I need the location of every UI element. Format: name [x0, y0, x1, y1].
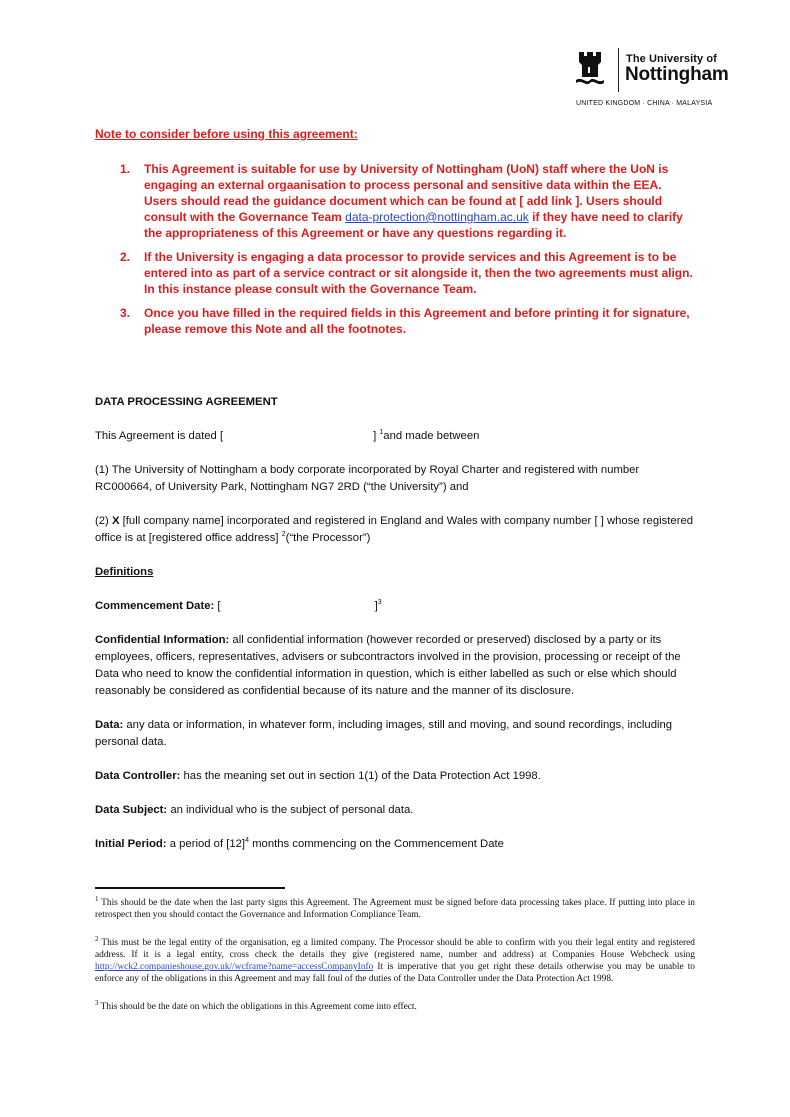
- note-title: Note to consider before using this agreement:: [95, 127, 358, 141]
- definitions-heading: Definitions: [95, 566, 154, 578]
- logo-tagline: UNITED KINGDOM · CHINA · MALAYSIA: [576, 100, 713, 107]
- note-item: 2. If the University is engaging a data processor to provide services and this Agreement is to be entered into as part of a service contract or sit alongside it, then the two agreements must align. In this instance please consult with the Governance Team.: [120, 250, 693, 296]
- castle-crest-icon: [576, 50, 604, 86]
- note-item: 1. This Agreement is suitable for use by University of Nottingham (UoN) staff where the UoN is engaging an external orgaanisation to process personal and sensitive data within the EEA. Users should read the guidance document which can be found at [ add link ]. Users should consult with the Governance Team data-protection@nottingham.ac.uk if they have need to clarify the appropriateness of this Agreement or have any questions regarding it.: [120, 162, 683, 240]
- note-item: 3. Once you have filled in the required fields in this Agreement and before printing it for signature, please remove this Note and all the footnotes.: [120, 306, 690, 336]
- definition-data: Data: any data or information, in whatever form, including images, still and moving, and sound recordings, including personal data.: [95, 719, 673, 748]
- footnote-ref[interactable]: 3: [377, 599, 382, 607]
- logo-line2: Nottingham: [625, 64, 729, 85]
- footnote-1: $^1$ This should be the date when the last party signs this Agreement. The Agreement must be signed before data processing takes place. If putting into place in retrospect then you should contact the Governance and Information Compliance Team.: [95, 894, 695, 920]
- footnotes: [95, 894, 695, 1029]
- party-1: (1) The University of Nottingham a body corporate incorporated by Royal Charter and registered with number RC000664, of University Park, Nottingham NG7 2RD (“the University”) and: [95, 464, 640, 493]
- footnote-separator: [95, 887, 285, 889]
- definition-initial-period: Initial Period: a period of $[12]^4$ months commencing on the Commencement Date: [95, 837, 504, 850]
- party-2: (2) X [full company name] incorporated and registered in England and Wales with company number [ ] whose registered office is at [registered office address] $^2$(“the Processor”): [95, 515, 694, 544]
- footnote-2: $^2$ This must be the legal entity of the organisation, eg a limited company. The Processor should be able to confirm with you their legal entity and registered address. If it is a legal entity, cross check the details they give (registered name, number and address) at Companies House Webcheck using http://wck2.companieshouse.gov.uk//wcframe?name=accessCompanyInfo It is imperative that you get right these details otherwise you may be unable to enforce any of the obligations in this Agreement and may fall foul of the duties of the Data Controller under the Data Protection Act 1998.: [95, 934, 695, 984]
- agreement-title: DATA PROCESSING AGREEMENT: [95, 396, 278, 408]
- footnote-ref[interactable]: 2: [281, 531, 286, 539]
- companies-house-link[interactable]: http://wck2.companieshouse.gov.uk//wcframe?name=accessCompanyInfo: [95, 962, 374, 972]
- agreement-body: [95, 394, 695, 853]
- logo-line1: The University of: [626, 53, 717, 65]
- footnote-ref[interactable]: 4: [245, 837, 249, 845]
- governance-email-link[interactable]: data-protection@nottingham.ac.uk: [345, 210, 529, 224]
- logo-divider: [618, 48, 619, 92]
- footnote-ref[interactable]: 1: [379, 429, 384, 437]
- footnote-3: $^3$ This should be the date on which the obligations in this Agreement come into effect.: [95, 998, 417, 1012]
- definition-confidential-information: Confidential Information: all confidential information (however recorded or preserved) disclosed by a party or its employees, officers, representatives, advisers or subcontractors involved in the provision, processing or receipt of the Data who need to know the confidential information in question, which is either labelled as such or else which should reasonably be considered as confidential because of its nature and the manner of its disclosure.: [95, 634, 681, 697]
- definition-data-subject: Data Subject: an individual who is the subject of personal data.: [95, 804, 414, 816]
- definition-commencement-date: Commencement Date: [ ]$^3$: [95, 599, 382, 612]
- usage-note: [95, 127, 695, 345]
- definition-data-controller: Data Controller: has the meaning set out in section 1(1) of the Data Protection Act 1998.: [95, 770, 541, 782]
- note-list: [95, 161, 695, 337]
- university-logo: [576, 48, 729, 110]
- dated-line: This Agreement is dated [ ] $^1$and made between: [95, 429, 480, 442]
